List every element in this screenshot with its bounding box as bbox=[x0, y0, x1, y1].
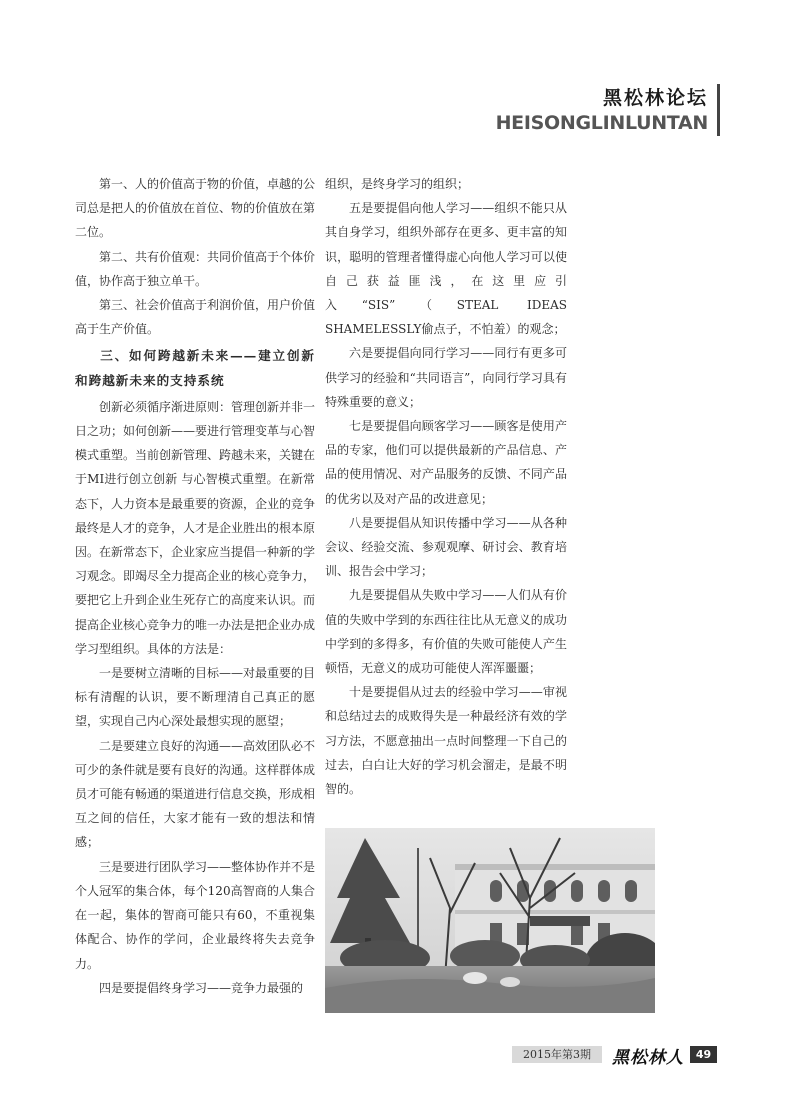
paragraph: 四是要提倡终身学习——竞争力最强的 bbox=[99, 980, 304, 995]
header-title-en: HEISONGLINLUNTAN bbox=[495, 112, 708, 134]
paragraph: 八是要提倡从知识传播中学习——从各种会议、经验交流、参观观摩、研讨会、教育培训、报告会中学习； bbox=[325, 515, 567, 579]
paragraph: 创新必须循序渐进原则：管理创新并非一日之功；如何创新——要进行管理变革与心智模式重塑。当前创新管理、跨越未来，关键在于MI进行创立创新 与心智模式重塑。在新常态下，人力资本是最重要的资源，企业的竞争最终是人才的竞争，人才是企业胜出的根本原因。在新常态下，企业家应当提倡一种新的学习观念。即竭尽全力提高企业的核心竞争力，要把它上升到企业生死存亡的高度来认识。而提高企业核心竞争力的唯一办法是把企业办成学习型组织。具体的方法是： bbox=[75, 399, 316, 656]
right-column bbox=[325, 172, 567, 801]
page-number: 49 bbox=[690, 1046, 717, 1063]
paragraph: 十是要提倡从过去的经验中学习——审视和总结过去的成败得失是一种最经济有效的学习方法，不愿意抽出一点时间整理一下自己的过去，白白让大好的学习机会溜走，是最不明智的。 bbox=[325, 685, 567, 797]
paragraph: 二是要建立良好的沟通——高效团队必不可少的条件就是要有良好的沟通。这样群体成员才可能有畅通的渠道进行信息交换，形成相互之间的信任，大家才能有一致的想法和情感； bbox=[75, 738, 316, 850]
section-heading: 三、如何跨越新未来——建立创新和跨越新未来的支持系统 bbox=[75, 348, 315, 388]
campus-photo bbox=[325, 828, 655, 1013]
header-divider bbox=[717, 84, 720, 136]
paragraph: 六是要提倡向同行学习——同行有更多可供学习的经验和“共同语言”，向同行学习具有特殊重要的意义； bbox=[325, 346, 567, 409]
header-title-cn: 黑松林论坛 bbox=[602, 87, 708, 109]
campus-photo-illustration bbox=[325, 828, 655, 1013]
paragraph: 三是要进行团队学习——整体协作并不是个人冠军的集合体，每个120高智商的人集合在一起，集体的智商可能只有60，不重视集体配合、协作的学问，企业最终将失去竞争力。 bbox=[75, 859, 316, 971]
paragraph: 第一、人的价值高于物的价值，卓越的公司总是把人的价值放在首位、物的价值放在第二位。 bbox=[75, 177, 316, 240]
paragraph: 九是要提倡从失败中学习——人们从有价值的失败中学到的东西往往比从无意义的成功中学到的多得多，有价值的失败可能使人产生顿悟，无意义的成功可能使人浑浑噩噩； bbox=[325, 588, 567, 676]
page-footer bbox=[512, 1046, 717, 1068]
page-header bbox=[496, 86, 708, 136]
paragraph: 七是要提倡向顾客学习——顾客是使用产品的专家，他们可以提供最新的产品信息、产品的使用情况、对产品服务的反馈、不同产品的优劣以及对产品的改进意见； bbox=[325, 419, 567, 506]
paragraph: 第三、社会价值高于利润价值，用户价值高于生产价值。 bbox=[75, 298, 316, 337]
paragraph: 五是要提倡向他人学习——组织不能只从其自身学习，组织外部存在更多、更丰富的知识，聪明的管理者懂得虚心向他人学习可以使自己获益匪浅，在这里应引入“SIS”（STEAL IDEAS SHAMELESSLY偷点子，不怕羞）的观念； bbox=[325, 201, 567, 337]
paragraph: 一是要树立清晰的目标——对最重要的目标有清醒的认识，要不断理清自己真正的愿望，实现自己内心深处最想实现的愿望； bbox=[75, 666, 316, 729]
paragraph: 组织，是终身学习的组织； bbox=[325, 177, 470, 191]
magazine-name: 黑松林人 bbox=[612, 1048, 684, 1068]
paragraph: 第二、共有价值观：共同价值高于个体价值，协作高于独立单干。 bbox=[75, 249, 316, 288]
left-column bbox=[75, 172, 315, 1000]
issue-label: 2015年第3期 bbox=[512, 1046, 602, 1063]
